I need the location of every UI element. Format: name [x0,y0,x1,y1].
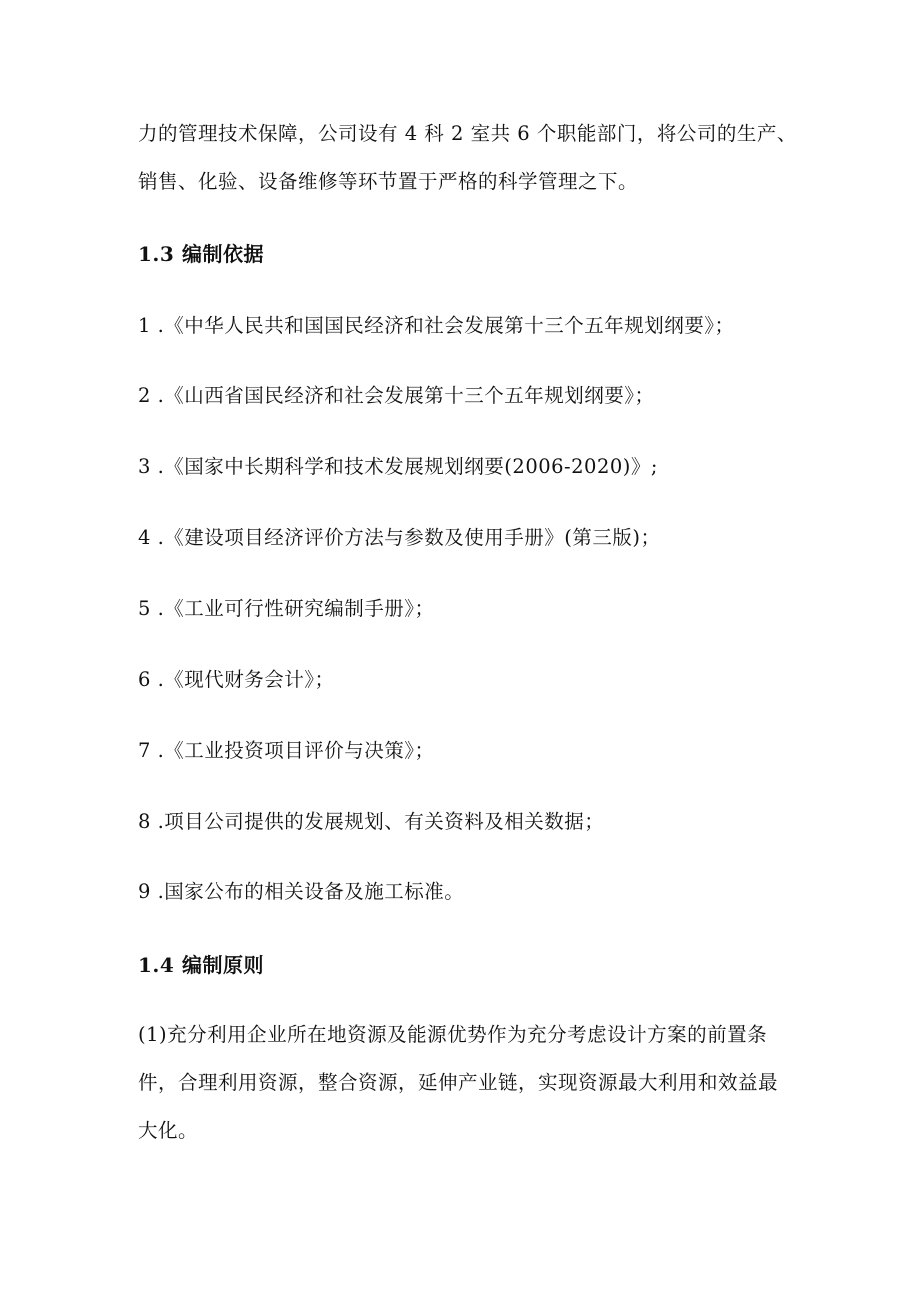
list-item: 8 .项目公司提供的发展规划、有关资料及相关数据； [138,810,605,833]
section-title: 编制依据 [182,242,264,266]
section-number: 1.3 [138,242,175,266]
section-number: 1.4 [138,953,175,977]
section-heading-1-4 [138,951,264,979]
paragraph-line-2: 件，合理利用资源，整合资源，延伸产业链，实现资源最大利用和效益最 [138,1071,779,1094]
list-item: 7 .《工业投资项目评价与决策》； [138,739,435,762]
section-title: 编制原则 [182,953,264,977]
list-item: 1 .《中华人民共和国国民经济和社会发展第十三个五年规划纲要》； [138,314,735,337]
paragraph-line-1: (1)充分利用企业所在地资源及能源优势作为充分考虑设计方案的前置条 [138,1023,768,1046]
section-heading-1-3 [138,240,264,268]
paragraph-line-3: 大化。 [138,1119,199,1142]
list-item: 6 .《现代财务会计》； [138,668,335,691]
list-item: 9 .国家公布的相关设备及施工标准。 [138,880,465,903]
intro-line-2: 销售、化验、设备维修等环节置于严格的科学管理之下。 [138,170,639,193]
intro-line-1: 力的管理技术保障，公司设有 4 科 2 室共 6 个职能部门，将公司的生产、 [138,122,797,145]
list-item: 4 .《建设项目经济评价方法与参数及使用手册》(第三版)； [138,526,661,549]
list-item: 2 .《山西省国民经济和社会发展第十三个五年规划纲要》； [138,384,655,407]
list-item: 5 .《工业可行性研究编制手册》； [138,597,435,620]
list-item: 3 .《国家中长期科学和技术发展规划纲要(2006-2020)》; [138,455,658,478]
